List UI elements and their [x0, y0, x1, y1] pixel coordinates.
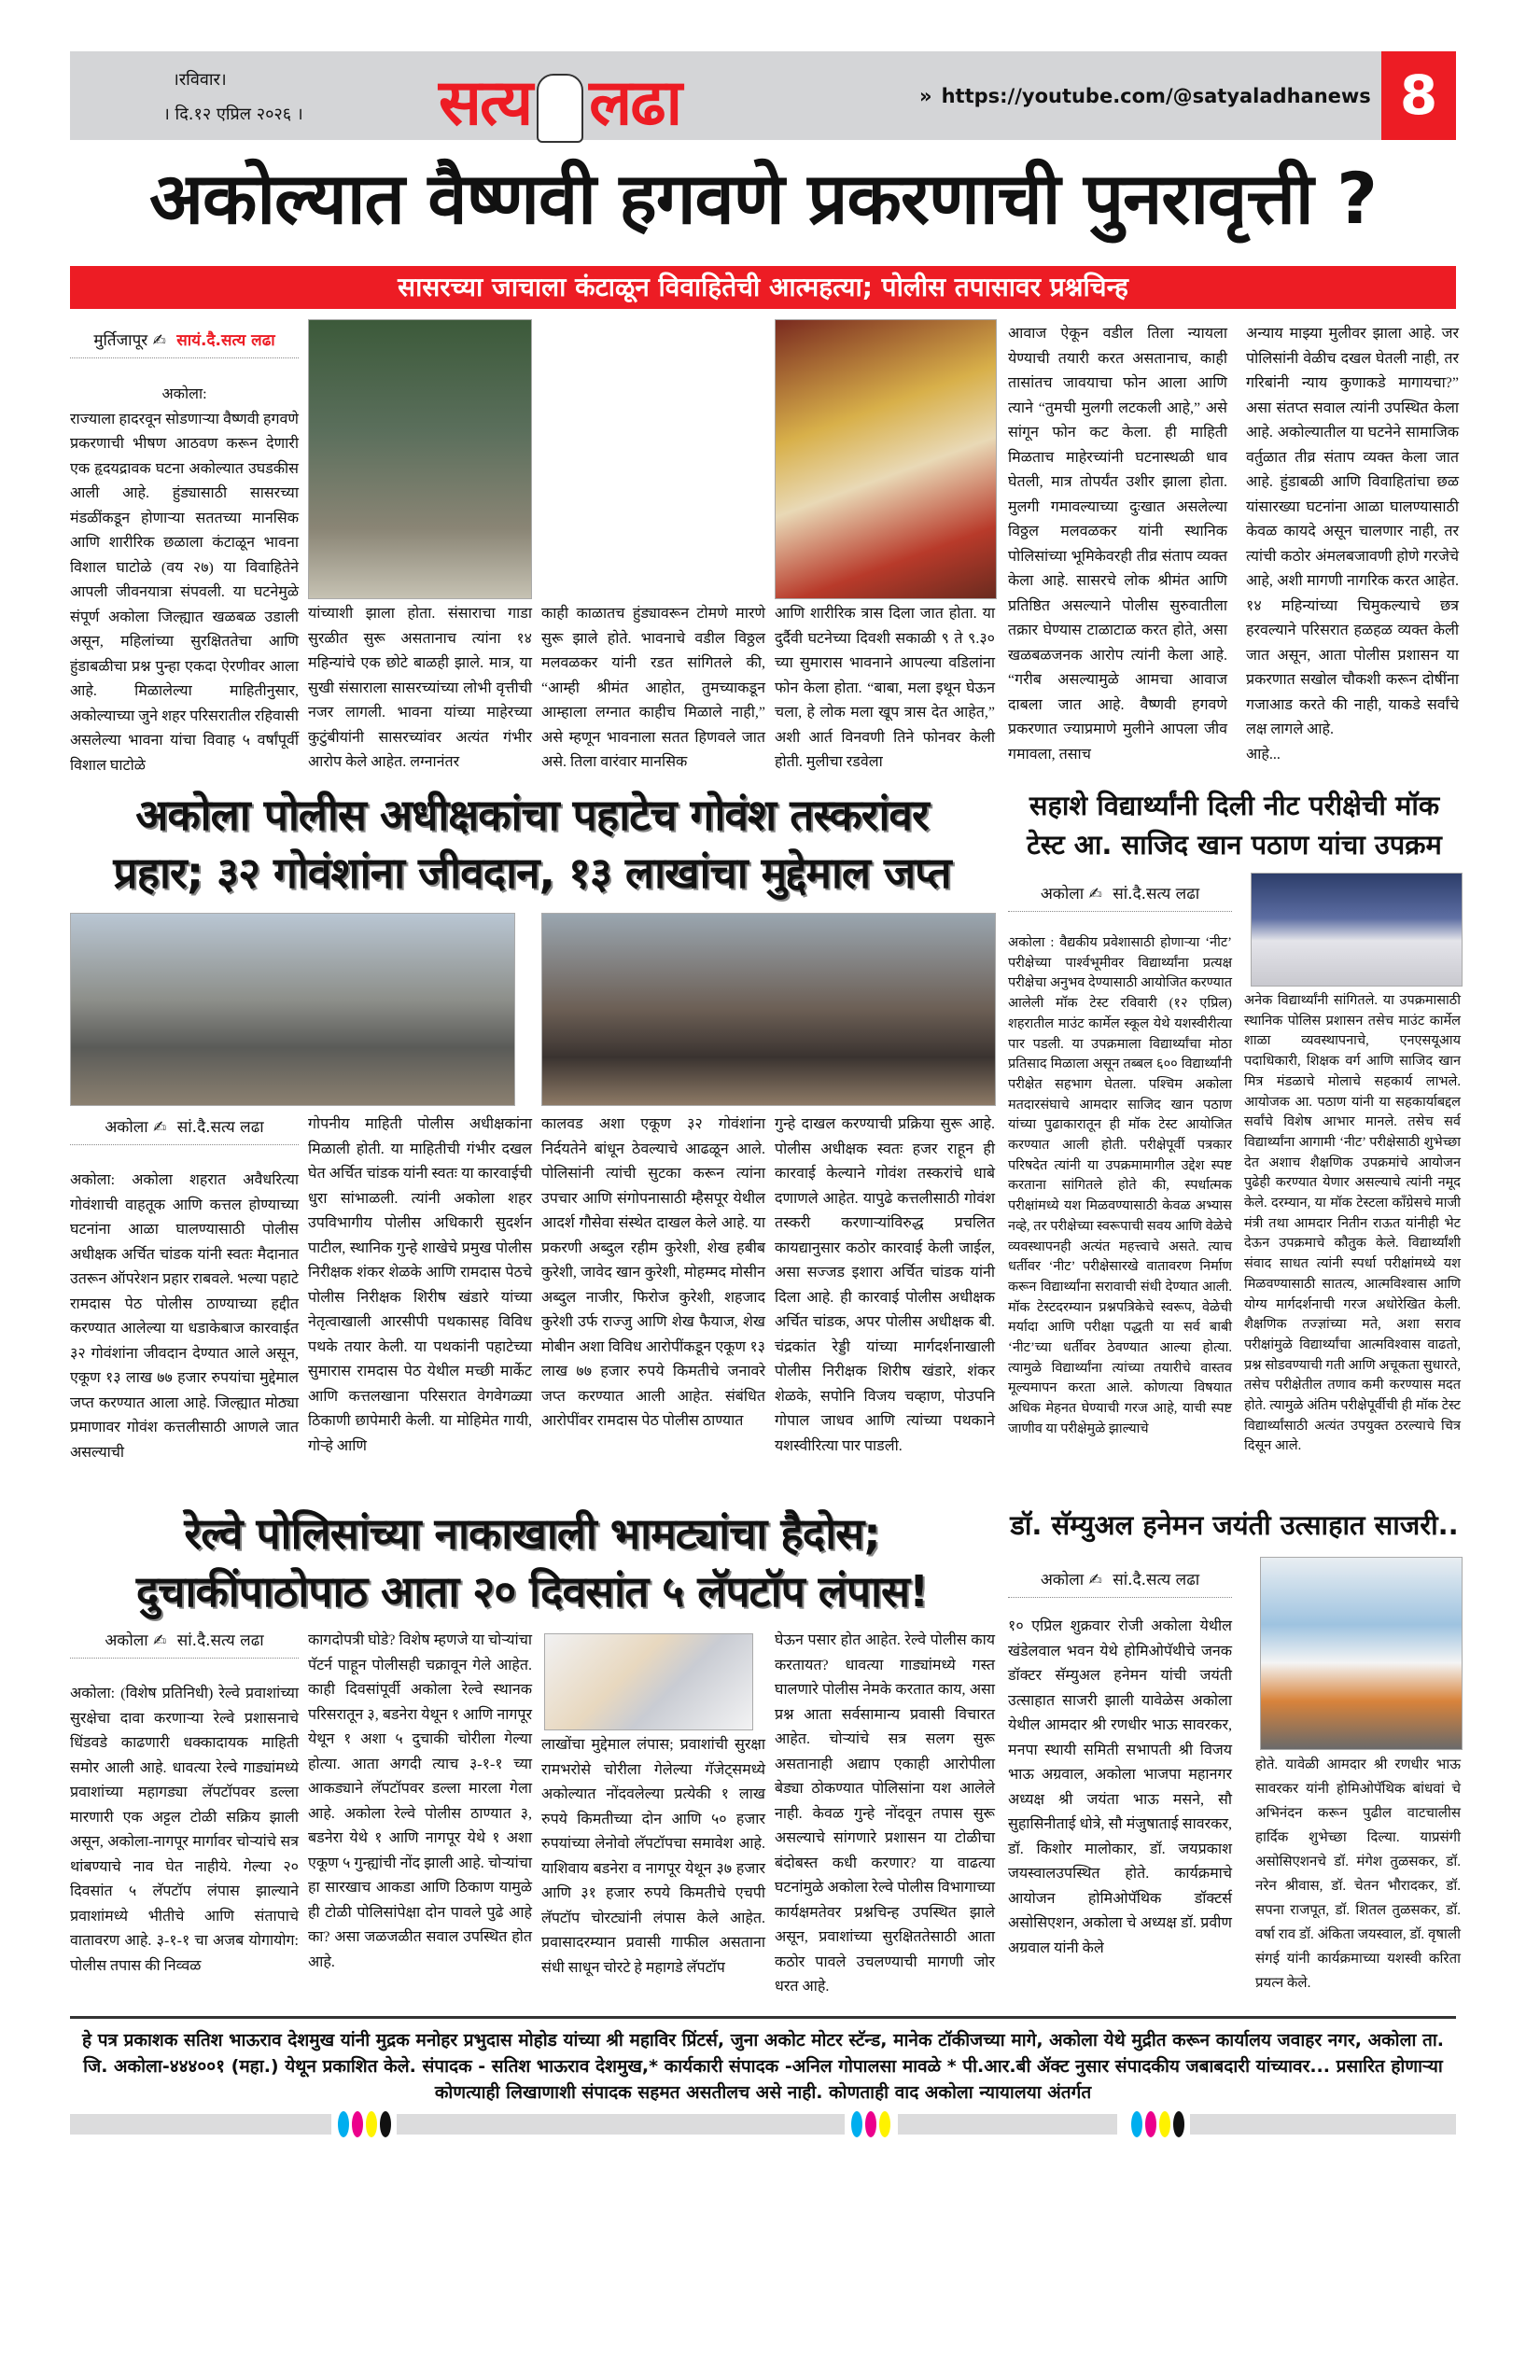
cyan-registration-mark: [851, 2111, 862, 2137]
column-text: अन्याय माझ्या मुलीवर झाला आहे. जर पोलिसांनी वेळीच दखल घेतली नाही, तर गरिबांनी न्याय कुणाकडे मागायचा?” असा संतप्त सवाल त्यांनी उपस्थित केला आहे. अकोल्यातील या घटनेने सामाजिक वर्तुळात तीव्र संताप व्यक्त केला जात आहे. हुंडाबळी आणि विवाहितांचा छळ यांसारख्या घटनांना आळा घालण्यासाठी केवळ कायदे असून चालणार नाही, तर त्यांची कठोर अंमलबजावणी होणे गरजेचे आहे, अशी मागणी नागरिक करत आहेत. १४ महिन्यांच्या चिमुकल्याचे छत्र हरवल्याने परिसरात हळहळ व्यक्त केली जात असून, आता पोलीस प्रशासन या प्रकरणात सखोल चौकशी करून दोषींना गजाआड करते की नाही, याकडे सर्वांचे लक्ष लागले आहे.: [1246, 326, 1459, 737]
police-column-4: गुन्हे दाखल करण्याची प्रक्रिया सुरू आहे. पोलीस अधीक्षक स्वतः हजर राहून ही कारवाई केल्याने गोवंश तस्करांचे धाबे दणाणले आहेत. यापुढे कत्तलीसाठी गोवंश तस्करी करणाऱ्यांविरुद्ध प्रचलित कायद्यानुसार कठोर कारवाई केली जाईल, असा सज्जड इशारा अर्चित चांडक यांनी दिला आहे. ही कारवाई पोलीस अधीक्षक अर्चित चांडक, अपर पोलीस अधीक्षक बी. चंद्रकांत रेड्डी यांच्या मार्गदर्शनाखाली पोलीस निरीक्षक शिरीष खंडारे, शंकर शेळके, सपोनि विजय चव्हाण, पोउपनि गोपाल जाधव आणि त्यांच्या पथकाने यशस्वीरित्या पार पाडली.: [775, 1116, 995, 1454]
railway-column-2: कागदोपत्री घोडे? विशेष म्हणजे या चोऱ्यांचा पॅटर्न पाहून पोलीसही चक्रावून गेले आहेत. काही दिवसांपूर्वी अकोला रेल्वे स्थानक परिसरातून ३, बडनेरा येथून १ आणि नागपूर येथून १ अशा ५ दुचाकी चोरीला गेल्या होत्या. आता अगदी त्याच ३-१-१ च्या आकड्याने लॅपटॉपवर डल्ला मारला गेला आहे. अकोला रेल्वे पोलीस ठाण्यात ३, बडनेरा येथे १ आणि नागपूर येथे १ अशा एकूण ५ गुन्ह्यांची नोंद झाली आहे. चोऱ्यांचा हा सारखाच आकडा आणि ठिकाण यामुळे ही टोळी पोलिसांपेक्षा दोन पावले पुढे आहे का? असा जळजळीत सवाल उपस्थित होत आहे.: [308, 1632, 532, 1970]
registration-bar: [397, 2114, 845, 2135]
youtube-link[interactable]: [919, 85, 1371, 107]
magenta-registration-mark: [865, 2111, 876, 2137]
neet-photo-speaker: [1251, 873, 1463, 987]
pen-icon: ✍: [1088, 1571, 1102, 1589]
headline-line: प्रहार; ३२ गोवंशांना जीवदान, १३ लाखांचा मुद्देमाल जप्त: [113, 847, 951, 898]
cyan-registration-mark: [338, 2111, 349, 2137]
railway-byline: [70, 1629, 299, 1659]
cyan-registration-mark: [1131, 2111, 1142, 2137]
column-text: राज्याला हादरवून सोडणाऱ्या वैष्णवी हगवणे प्रकरणाची भीषण आठवण करून देणारी एक हृदयद्रावक घटना अकोल्यात उघडकीस आली आहे. हुंड्यासाठी सासरच्या मंडळींकडून होणाऱ्या सततच्या मानसिक आणि शारीरिक छळाला कंटाळून भावना विशाल घाटोळे (वय २७) या विवाहितेने आपली जीवनयात्रा संपवली. या घटनेमुळे संपूर्ण अकोला जिल्ह्यात खळबळ उडाली असून, महिलांच्या सुरक्षिततेचा आणि हुंडाबळीचा प्रश्न पुन्हा एकदा ऐरणीवर आला आहे. मिळालेल्या माहितीनुसार, अकोल्याच्या जुने शहर परिसरातील रहिवासी असलेल्या भावना यांचा विवाह ५ वर्षांपूर्वी विशाल घाटोळे: [70, 411, 299, 774]
hahnemann-column-2: होते. यावेळी आमदार श्री रणधीर भाऊ सावरकर यांनी होमिओपॅथिक बांधवां चे अभिनंदन करून पुढील वाटचालीस हार्दिक शुभेच्छा दिल्या. याप्रसंगी असोसिएशनचे डॉ. मंगेश तुळसकर, डॉ. नरेन श्रीवास, डॉ. चेतन भौरादकर, डॉ. सपना राजपूत, डॉ. शितल तुळसकर, डॉ. वर्षा राव डॉ. अंकिता जयस्वाल, डॉ. वृषाली संगई यांनी कार्यक्रमाच्या यशस्वी करिता प्रयत्न केले.: [1255, 1757, 1461, 1991]
lead-column-3: काही काळातच हुंड्यावरून टोमणे मारणे सुरू झाले होते. भावनाचे वडील विठ्ठल मलवळकर यांनी रडत सांगितले की, “आम्ही श्रीमंत आहोत, तुमच्याकडून आम्हाला लग्नात काहीच मिळाले नाही,” असे म्हणून भावनाला सतत हिणवले जात असे. तिला वारंवार मानसिक: [541, 606, 765, 770]
pen-icon: ✍: [153, 1118, 167, 1137]
magenta-registration-mark: [1145, 2111, 1156, 2137]
headline-line: अकोला पोलीस अधीक्षकांचा पहाटेच गोवंश तस्करांवर: [135, 790, 929, 840]
pen-icon: ✍: [1088, 885, 1102, 903]
byline-place: अकोला: [105, 1631, 148, 1650]
footer-divider: [70, 2016, 1456, 2019]
police-column-2: गोपनीय माहिती पोलीस अधीक्षकांना मिळाली होती. या माहितीची गंभीर दखल घेत अर्चित चांडक यांनी स्वतः या कारवाईची धुरा सांभाळली. त्यांनी अकोला शहर उपविभागीय पोलीस अधिकारी सुदर्शन पाटील, स्थानिक गुन्हे शाखेचे प्रमुख पोलीस निरीक्षक शंकर शेळके आणि रामदास पेठचे पोलीस निरीक्षक शिरीष खंडारे यांच्या नेतृत्वाखाली आरसीपी पथकासह विविध पथके तयार केली. या पथकांनी पहाटेच्या सुमारास रामदास पेठ येथील मच्छी मार्केट आणि कत्तलखाना परिसरात वेगवेगळ्या ठिकाणी छापेमारी केली. या मोहिमेत गायी, गोऱ्हे आणि: [308, 1116, 532, 1454]
headline-line: टेस्ट आ. साजिद खान पठाण यांचा उपक्रम: [1027, 829, 1442, 861]
raised-fist-icon: [537, 74, 583, 143]
hahnemann-column-1: १० एप्रिल शुक्रवार रोजी अकोला येथील खंडेलवाल भवन येथे होमिओपॅथीचे जनक डॉक्टर सॅम्युअल हनेमन यांची जयंती उत्साहात साजरी झाली यावेळेस अकोला येथील आमदार श्री रणधीर भाऊ सावरकर, मनपा स्थायी समिती सभापती श्री विजय भाऊ अग्रवाल, अकोला भाजपा महानगर अध्यक्ष श्री जयंता भाऊ मसने, सौ सुहासिनीताई धोत्रे, सौ मंजुषाताई सावरकर, डॉ. किशोर मालोकार, डॉ. जयप्रकाश जयस्वालउपस्थित होते. कार्यक्रमाचे आयोजन होमिओपॅथिक डॉक्टर्स असोसिएशन, अकोला चे अध्यक्ष डॉ. प्रवीण अग्रवाल यांनी केले: [1008, 1618, 1232, 1956]
logo-text-left: सत्य: [439, 65, 532, 140]
youtube-url[interactable]: https://youtube.com/@satyaladhanews: [941, 85, 1371, 107]
lead-photo-family: [308, 319, 532, 599]
registration-bar: [1190, 2114, 1456, 2135]
lead-photo-wedding: [775, 319, 997, 599]
police-column-3: कालवड अशा एकूण ३२ गोवंशांना निर्दयतेने बांधून ठेवल्याचे आढळून आले. पोलिसांनी त्यांची सुटका करून त्यांना उपचार आणि संगोपनासाठी म्हैसपूर येथील आदर्श गौसेवा संस्थेत दाखल केले आहे. या प्रकरणी अब्दुल रहीम कुरेशी, शेख हबीब कुरेशी, जावेद खान कुरेशी, मोहम्मद मोसीन अब्दुल नाजीर, फिरोज कुरेशी, शहजाद कुरेशी उर्फ राज्जु आणि शेख फैयाज, शेख मोबीन अशा विविध आरोपींकडून एकूण १३ लाख ७७ हजार रुपये किमतीचे जनावरे जप्त करण्यात आली आहेत. संबंधित आरोपींवर रामदास पेठ पोलीस ठाण्यात: [541, 1116, 765, 1429]
lead-column-1: [70, 383, 299, 778]
column-text: आहे...: [1246, 746, 1281, 763]
byline-place: मुर्तिजापूर: [93, 331, 148, 350]
byline-place: अकोला: [1040, 1571, 1085, 1589]
issue-date: । दि.१२ एप्रिल २०२६ ।: [163, 105, 303, 124]
imprint-line: हे पत्र प्रकाशक सतिश भाऊराव देशमुख यांनी मुद्रक मनोहर प्रभुदास मोहोड यांच्या श्री महाविर प्रिंटर्स, जुना अकोट मोटर स्टॅन्ड, मानेक टॉकीजच्या मागे, अकोला येथे मुद्रीत करून कार्यालय जवाहर नगर, अकोला ता. जि. अकोला-४४४००१ (महा.) येथून प्रकाशित केले. संपादक - सतिश भाऊराव देशमुख,* कार्यकारी संपादक -अनिल गोपालसा मावळे * पी.आर.बी ॲक्ट नुसार संपादकीय जबाबदारी यांच्यावर... प्रसारित होणाऱ्या कोणत्याही लिखाणाशी संपादक सहमत असतीलच असे नाही. कोणताही वाद अकोला न्यायालया अंतर्गत: [82, 2030, 1444, 2103]
railway-headline: [70, 1505, 994, 1620]
pen-icon: ✍: [152, 331, 166, 350]
railway-column-3: लाखोंचा मुद्देमाल लंपास; प्रवाशांची सुरक्षा रामभरोसे चोरीला गेलेल्या गॅजेट्समध्ये अकोल्यात नोंदवलेल्या प्रत्येकी १ लाख रुपये किमतीच्या दोन आणि ५० हजार रुपयांच्या लेनोवो लॅपटॉपचा समावेश आहे. याशिवाय बडनेरा व नागपूर येथून ३७ हजार आणि ३१ हजार रुपये किमतीचे एचपी लॅपटॉप चोरट्यांनी लंपास केले आहेत. प्रवासादरम्यान प्रवासी गाफील असताना संधी साधून चोरटे हे महागडे लॅपटॉप: [541, 1737, 765, 1976]
railway-photo-laptop: [544, 1633, 753, 1730]
registration-bar: [898, 2114, 1117, 2135]
headline-line: दुचाकींपाठोपाठ आता २० दिवसांत ५ लॅपटॉप लंपास!: [135, 1566, 929, 1617]
lead-column-4: आणि शारीरिक त्रास दिला जात होता. या दुर्दैवी घटनेच्या दिवशी सकाळी ९ ते ९.३० च्या सुमारास भावनाने आपल्या वडिलांना फोन केला होता. “बाबा, मला इथून घेऊन चला, हे लोक मला खूप त्रास देत आहेत,” अशी आर्त विनवणी तिने फोनवर केली होती. मुलीचा रडवेला: [775, 606, 995, 770]
police-column-1: अकोला: अकोला शहरात अवैधरित्या गोवंशाची वाहतूक आणि कत्तल होण्याच्या घटनांना आळा घालण्यासाठी पोलीस अधीक्षक अर्चित चांडक यांनी स्वतः मैदानात उतरून ऑपरेशन प्रहार राबवले. भल्या पहाटे रामदास पेठ पोलीस ठाण्याच्या हद्दीत करण्यात आलेल्या या धडाकेबाज कारवाईत ३२ गोवंशांना जीवदान देण्यात आले असून, एकूण १३ लाख ७७ हजार रुपयांचा मुद्देमाल जप्त करण्यात आला आहे. जिल्ह्यात मोठ्या प्रमाणावर गोवंश कत्तलीसाठी आणले जात असल्याची: [70, 1172, 299, 1461]
newspaper-logo: [439, 56, 680, 143]
black-registration-mark: [380, 2111, 391, 2137]
yellow-registration-mark: [879, 2111, 890, 2137]
hahnemann-byline: [1008, 1568, 1232, 1598]
byline-source: सां.दै.सत्य लढा: [1113, 1571, 1200, 1589]
hahnemann-headline: डॉ. सॅम्युअल हनेमन जयंती उत्साहात साजरी..: [1010, 1509, 1459, 1541]
byline-source: सायं.दै.सत्य लढा: [176, 331, 275, 350]
railway-column-4: घेऊन पसार होत आहेत. रेल्वे पोलीस काय करतायत? धावत्या गाड्यांमध्ये गस्त घालणारे पोलीस नेमके करतात काय, असा प्रश्न आता सर्वसामान्य प्रवासी विचारत आहेत. चोऱ्यांचे सत्र सलग सुरू असतानाही अद्याप एकाही आरोपीला बेड्या ठोकण्यात पोलिसांना यश आलेले नाही. केवळ गुन्हे नोंदवून तपास सुरू असल्याचे सांगणारे प्रशासन या टोळीचा बंदोबस्त कधी करणार? या वाढत्या घटनांमुळे अकोला रेल्वे पोलीस विभागाच्या कार्यक्षमतेवर प्रश्नचिन्ह उपस्थित झाले असून, प्रवाशांच्या सुरक्षिततेसाठी आता कठोर पावले उचलण्याची मागणी जोर धरत आहे.: [775, 1632, 995, 1995]
headline-line: रेल्वे पोलिसांच्या नाकाखाली भामट्यांचा हैदोस;: [184, 1508, 880, 1559]
registration-bar: [70, 2114, 331, 2135]
neet-headline: [1008, 786, 1461, 864]
police-headline: [70, 786, 994, 902]
neet-byline: [1008, 882, 1232, 912]
neet-column-2: अनेक विद्यार्थ्यांनी सांगितले. या उपक्रमासाठी स्थानिक पोलिस प्रशासन तसेच माउंट कार्मेल शाळा व्यवस्थापनाचे, एनएसयूआय पदाधिकारी, शिक्षक वर्ग आणि साजिद खान मित्र मंडळाचे मोलाचे सहकार्य लाभले. आयोजक आ. पठाण यांनी या सहकार्याबद्दल सर्वांचे विशेष आभार मानले. तसेच सर्व विद्यार्थ्यांना आगामी ‘नीट’ परीक्षेसाठी शुभेच्छा देत अशाच शैक्षणिक उपक्रमांचे आयोजन पुढेही करण्यात येणार असल्याचे त्यांनी नमूद केले. दरम्यान, या मॉक टेस्टला काँग्रेसचे माजी मंत्री तथा आमदार नितीन राऊत यांनीही भेट देऊन उपक्रमाचे कौतुक केले. विद्यार्थ्यांशी संवाद साधत त्यांनी स्पर्धा परीक्षांमध्ये यश मिळवण्यासाठी सातत्य, आत्मविश्वास आणि योग्य मार्गदर्शनाची गरज अधोरेखित केली. शैक्षणिक तज्ज्ञांच्या मते, अशा सराव परीक्षांमुळे विद्यार्थ्यांचा आत्मविश्वास वाढतो, प्रश्न सोडवण्याची गती आणि अचूकता सुधारते, तसेच परीक्षेतील तणाव कमी करण्यास मदत होते. त्यामुळे अंतिम परीक्षेपूर्वीची ही मॉक टेस्ट विद्यार्थ्यांसाठी अत्यंत उपयुक्त ठरल्याचे चित्र दिसून आले.: [1244, 993, 1461, 1454]
magenta-registration-mark: [352, 2111, 363, 2137]
police-byline: [70, 1115, 299, 1145]
yellow-registration-mark: [1159, 2111, 1170, 2137]
double-chevron-right-icon: »: [919, 85, 932, 107]
headline-line: सहाशे विद्यार्थ्यांनी दिली नीट परीक्षेची मॉक: [1029, 790, 1440, 821]
lead-headline: अकोल्यात वैष्णवी हगवणे प्रकरणाची पुनरावृत्ती ?: [148, 157, 1378, 240]
lead-column-2: यांच्याशी झाला होता. संसाराचा गाडा सुरळीत सुरू असतानाच त्यांना १४ महिन्यांचे एक छोटे बाळही झाले. मात्र, या सुखी संसाराला सासरच्यांच्या लोभी वृत्तीची नजर लागली. भावना यांच्या माहेरच्या कुटुंबीयांनी सासरच्यांवर अत्यंत गंभीर आरोप केले आहेत. लग्नानंतर: [308, 606, 532, 770]
neet-column-1: अकोला : वैद्यकीय प्रवेशासाठी होणाऱ्या ‘नीट’ परीक्षेच्या पार्श्वभूमीवर विद्यार्थ्यांना प्रत्यक्ष परीक्षेचा अनुभव देण्यासाठी आयोजित करण्यात आलेली मॉक टेस्ट रविवारी (१२ एप्रिल) शहरातील माउंट कार्मेल स्कूल येथे यशस्वीरीत्या पार पडली. या उपक्रमाला विद्यार्थ्यांचा मोठा प्रतिसाद मिळाला असून तब्बल ६०० विद्यार्थ्यांनी परीक्षेत सहभाग घेतला. पश्चिम अकोला मतदारसंघाचे आमदार साजिद खान पठाण यांच्या पुढाकारातून ही मॉक टेस्ट आयोजित करण्यात आली होती. परीक्षेपूर्वी पत्रकार परिषदेत त्यांनी या उपक्रमामागील उद्देश स्पष्ट करताना सांगितले होते की, स्पर्धात्मक परीक्षांमध्ये यश मिळवण्यासाठी केवळ अभ्यास नव्हे, तर परीक्षेच्या स्वरूपाची सवय आणि वेळेचे व्यवस्थापनही अत्यंत महत्त्वाचे असते. त्याच धर्तीवर ‘नीट’ परीक्षेसारखे वातावरण निर्माण करून विद्यार्थ्यांना सरावाची संधी देण्यात आली. मॉक टेस्टदरम्यान प्रश्नपत्रिकेचे स्वरूप, वेळेची मर्यादा आणि परीक्षा पद्धती या सर्व बाबी ‘नीट’च्या धर्तीवर ठेवण्यात आल्या होत्या. त्यामुळे विद्यार्थ्यांना त्यांच्या तयारीचे वास्तव मूल्यमापन करता आले. कोणत्या विषयात अधिक मेहनत घेण्याची गरज आहे, याची स्पष्ट जाणीव या परीक्षेमुळे झाल्याचे: [1008, 935, 1232, 1436]
masthead: [70, 51, 1456, 140]
lead-column-6: [1246, 322, 1459, 767]
black-registration-mark: [1173, 2111, 1184, 2137]
lead-column-5: आवाज ऐकून वडील तिला न्यायला येण्याची तयारी करत असतानाच, काही तासांतच जावयाचा फोन आला आणि त्याने “तुमची मुलगी लटकली आहे,” असे सांगून फोन कट केला. ही माहिती मिळताच माहेरच्यांनी घटनास्थळी धाव घेतली, मात्र तोपर्यंत उशीर झाला होता. मुलगी गमावल्याच्या दुःखात असलेल्या विठ्ठल मलवळकर यांनी स्थानिक पोलिसांच्या भूमिकेवरही तीव्र संताप व्यक्त केला आहे. सासरचे लोक श्रीमंत आणि प्रतिष्ठित असल्याने पोलीस सुरुवातीला तक्रार घेण्यास टाळाटाळ करत होते, असा खळबळजनक आरोप त्यांनी केला आहे. “गरीब असल्यामुळे आमचा आवाज दाबला जात आहे. वैष्णवी हगवणे प्रकरणात ज्याप्रमाणे मुलीने आपला जीव गमावला, तसाच: [1008, 326, 1227, 763]
issue-day: ।रविवार।: [173, 70, 227, 90]
page-number: 8: [1381, 51, 1456, 140]
dateline: अकोला:: [161, 386, 207, 402]
byline-source: सां.दै.सत्य लढा: [1113, 885, 1200, 903]
police-photo-cattle: [541, 913, 996, 1106]
logo-text-right: लढा: [589, 65, 681, 140]
byline-source: सां.दै.सत्य लढा: [176, 1118, 264, 1137]
hahnemann-photo-event: [1260, 1557, 1463, 1750]
byline-place: अकोला: [1040, 885, 1085, 903]
pen-icon: ✍: [153, 1631, 167, 1650]
police-photo-team: [70, 913, 515, 1106]
lead-subheadline: सासरच्या जाचाला कंटाळून विवाहितेची आत्महत्या; पोलीस तपासावर प्रश्नचिन्ह: [70, 266, 1456, 309]
railway-column-1: अकोला: (विशेष प्रतिनिधी) रेल्वे प्रवाशांच्या सुरक्षेचा दावा करणाऱ्या रेल्वे प्रशासनाचे धिंडवडे काढणारी धक्कादायक माहिती समोर आली आहे. धावत्या रेल्वे गाड्यांमध्ये प्रवाशांच्या महागड्या लॅपटॉपवर डल्ला मारणारी एक अट्टल टोळी सक्रिय झाली असून, अकोला-नागपूर मार्गावर चोऱ्यांचे सत्र थांबण्याचे नाव घेत नाहीये. गेल्या २० दिवसांत ५ लॅपटॉप लंपास झाल्याने प्रवाशांमध्ये भीतीचे आणि संतापाचे वातावरण आहे. ३-१-१ चा अजब योगायोग: पोलीस तपास की निव्वळ: [70, 1686, 299, 1974]
lead-byline: [70, 329, 299, 358]
yellow-registration-mark: [366, 2111, 377, 2137]
byline-source: सां.दै.सत्य लढा: [176, 1631, 264, 1650]
byline-place: अकोला: [105, 1118, 148, 1137]
